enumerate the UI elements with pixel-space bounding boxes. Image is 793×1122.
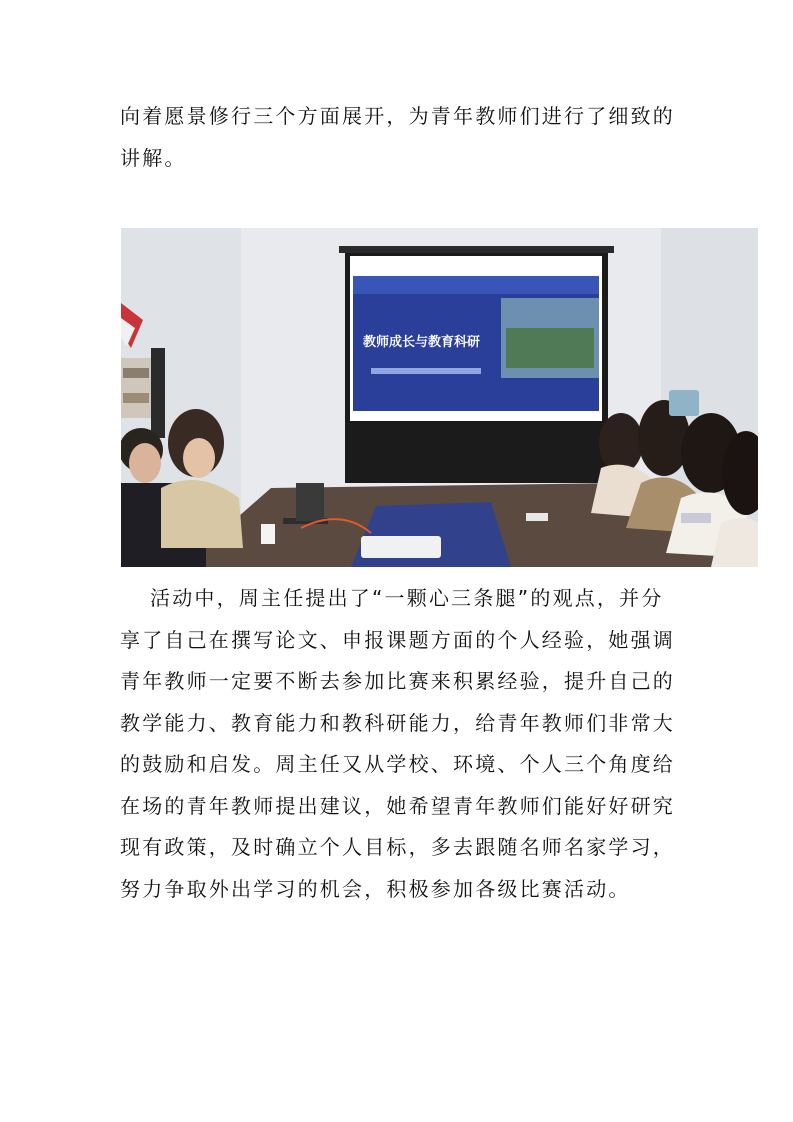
slide-title: 教师成长与教育科研 [363, 335, 481, 350]
paragraph-intro: 向着愿景修行三个方面展开，为青年教师们进行了细致的讲解。 [120, 104, 675, 170]
projector-screen [339, 246, 614, 483]
meeting-photo [121, 228, 758, 567]
paragraph-activity: 活动中，周主任提出了“一颗心三条腿”的观点，并分享了自己在撰写论文、申报课题方面的个人经验，她强调青年教师一定要不断去参加比赛来积累经验，提升自己的教学能力、教育能力和教科研能力，给青年教师们非常大的鼓励和启发。周主任又从学校、环境、个人三个角度给在场的青年教师提出建议，她希望青年教师们能好好研究现有政策，及时确立个人目标，多去跟随名师名家学习，努力争取外出学习的机会，积极参加各级比赛活动。 [120, 586, 675, 901]
wall-device [669, 390, 699, 416]
